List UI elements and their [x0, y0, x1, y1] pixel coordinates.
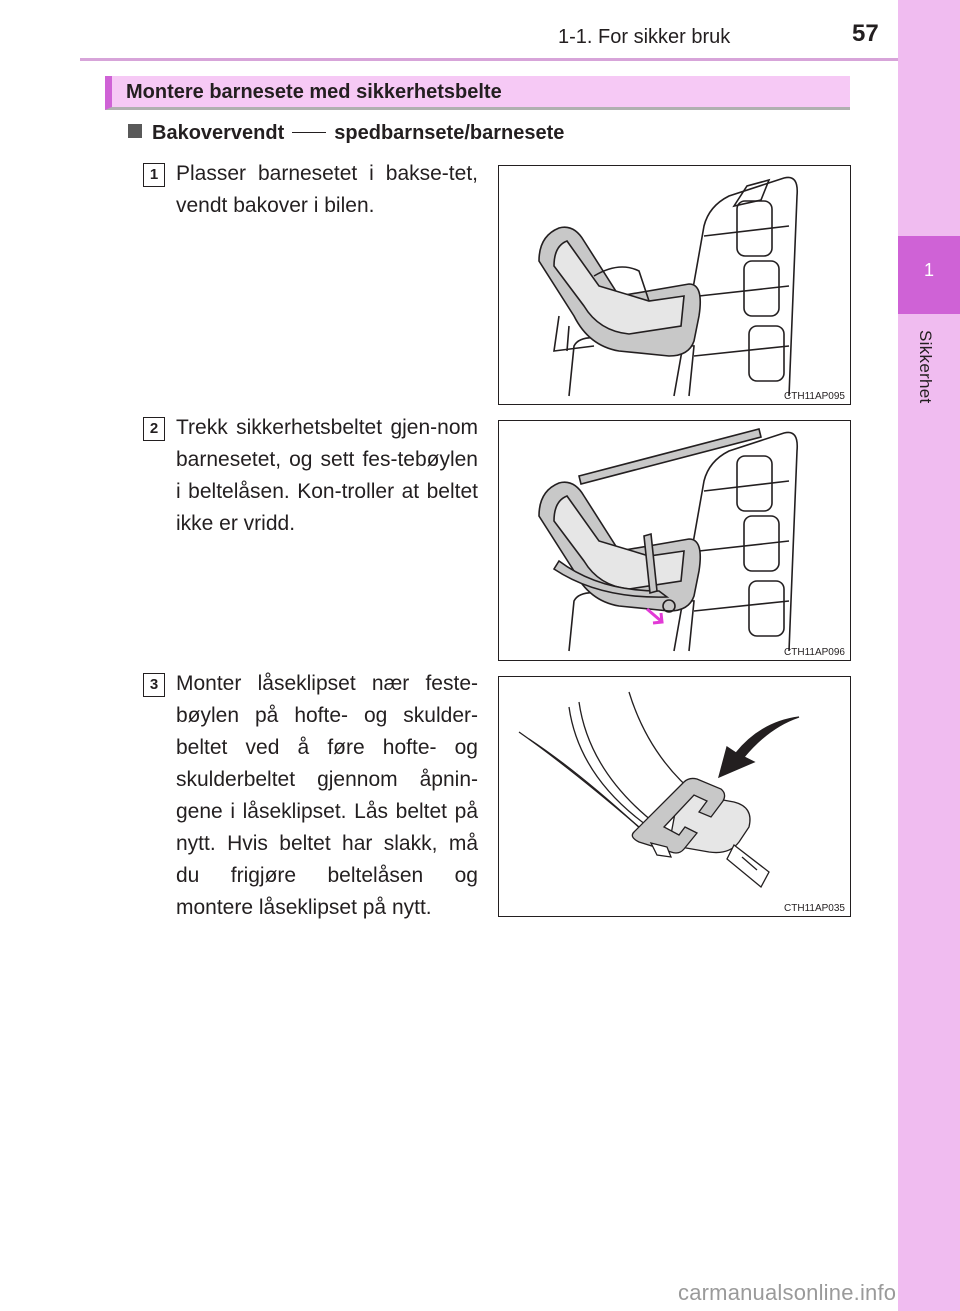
- chapter-tab[interactable]: [898, 236, 960, 314]
- step-badge-1: 1: [143, 163, 165, 187]
- side-tab-band: [898, 0, 960, 1311]
- section-heading-text: Montere barnesete med sikkerhetsbelte: [126, 81, 502, 103]
- chapter-number: 1: [923, 260, 934, 280]
- figure-2: [498, 420, 851, 661]
- figure-label-2: CTH11AP096: [784, 647, 845, 658]
- figure-1: [498, 165, 851, 405]
- section-title: 1-1. For sikker bruk: [558, 26, 731, 48]
- page-number: 57: [852, 20, 879, 47]
- step-badge-2: 2: [143, 417, 165, 441]
- figure-label-1: CTH11AP095: [784, 391, 845, 402]
- subheading-left: Bakovervendt: [152, 122, 285, 144]
- bullet-square-icon: [128, 124, 142, 138]
- subheading-right: spedbarnsete/barnesete: [334, 122, 565, 144]
- step-text-1: Plasser barnesetet i bakse-tet, vendt bakover i bilen.: [176, 162, 478, 217]
- figure-label-3: CTH11AP035: [784, 903, 845, 914]
- header-rule: [80, 58, 898, 61]
- locking-clip-illustration: [499, 677, 849, 915]
- em-dash-rule: [292, 132, 326, 134]
- subheading: [128, 122, 564, 145]
- step-text-2: Trekk sikkerhetsbeltet gjen-nom barnesetet, og sett fes-tebøylen i beltelåsen. Kon-troller at beltet ikke er vridd.: [176, 416, 478, 535]
- step-badge-3: 3: [143, 673, 165, 697]
- step-text-3: Monter låseklipset nær feste-bøylen på hofte- og skulder-beltet ved å føre hofte- og skulderbeltet gjennom åpnin-gene i låseklipset. Lås beltet på nytt. Hvis beltet har slakk, må du frigjøre beltelåsen og montere låseklipset på nytt.: [176, 672, 478, 919]
- chapter-title: Sikkerhet: [916, 330, 935, 404]
- watermark: carmanualsonline.info: [678, 1280, 897, 1305]
- section-heading: [105, 76, 850, 110]
- belt-routing-illustration: [499, 421, 849, 659]
- figure-3: [498, 676, 851, 917]
- child-seat-placement-illustration: [499, 166, 849, 403]
